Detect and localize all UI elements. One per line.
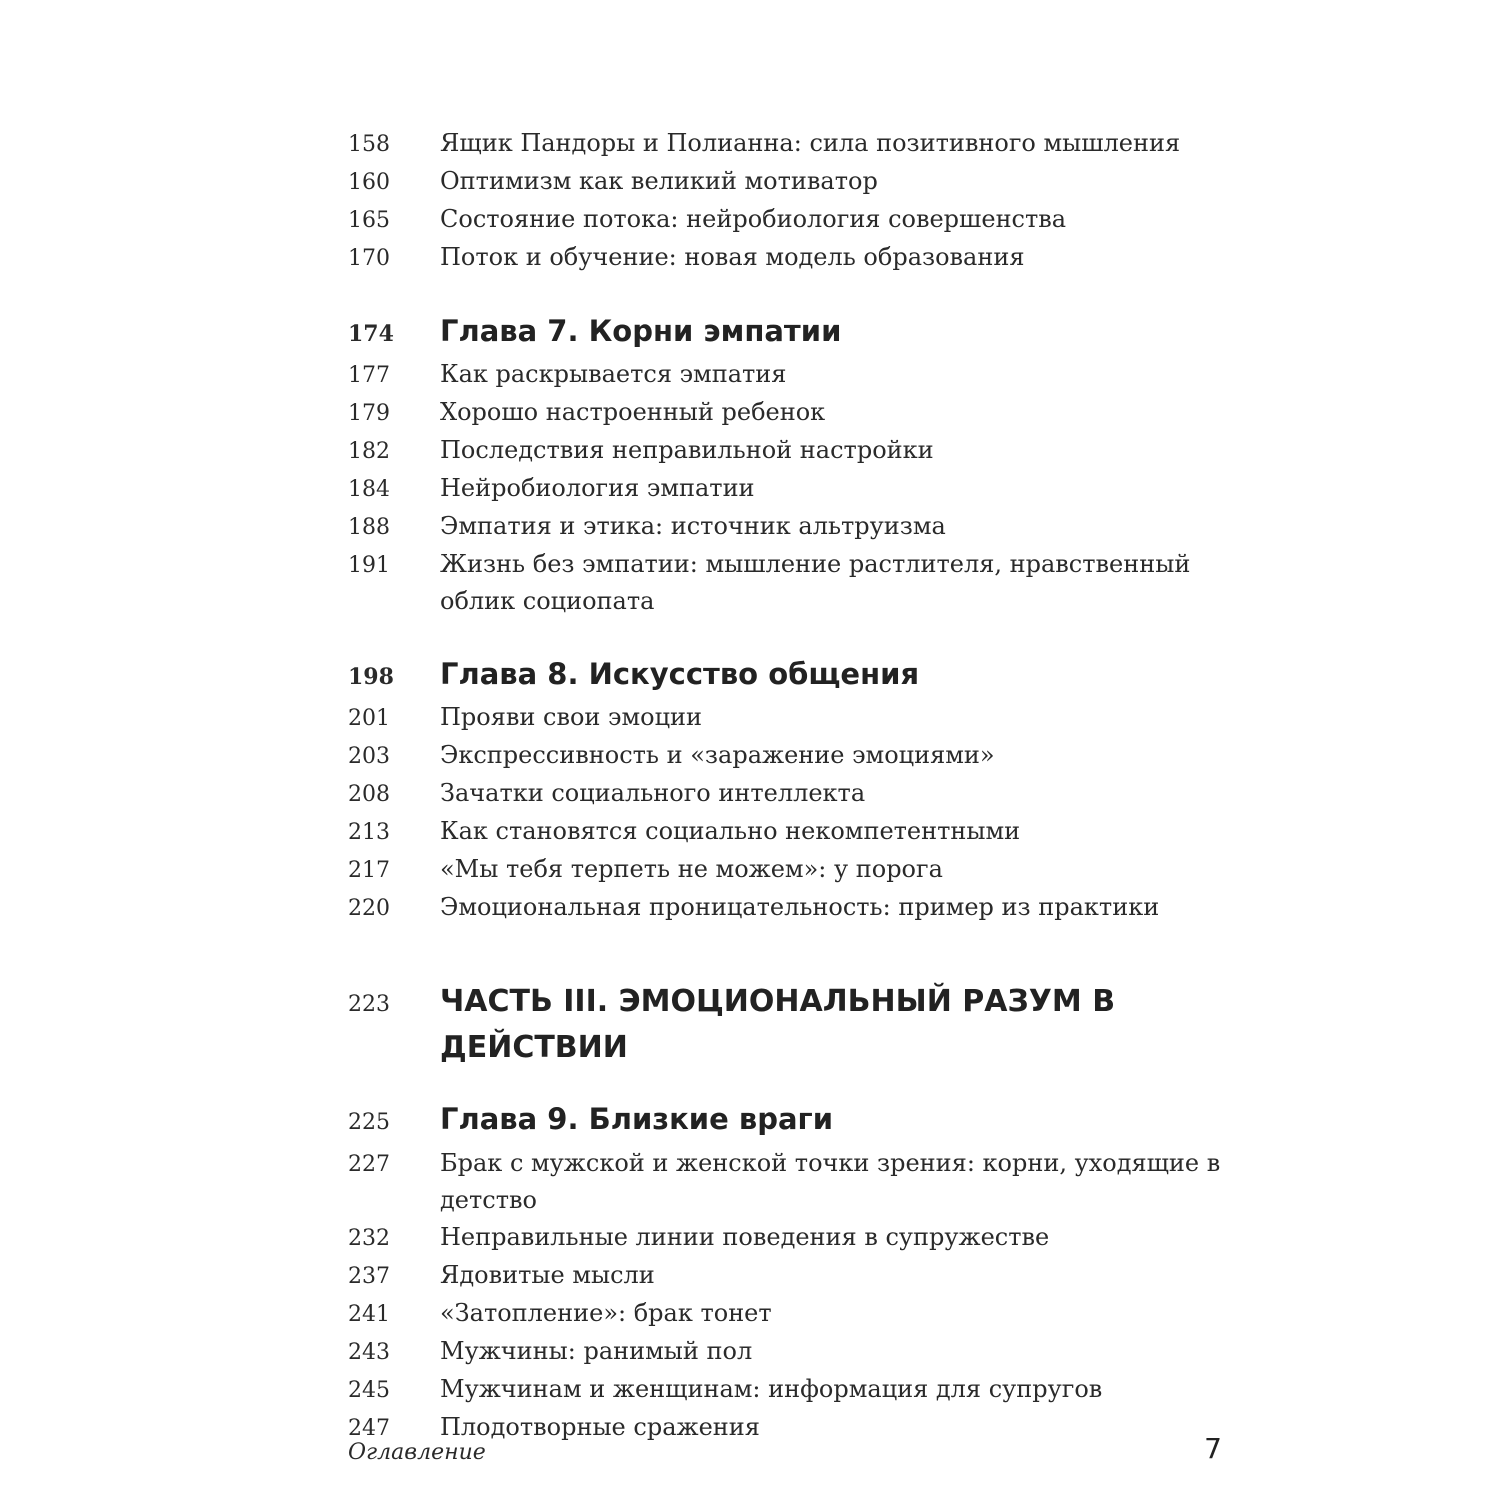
toc-section-chapter-8 xyxy=(348,699,1228,927)
toc-entry-title: Мужчинам и женщинам: информация для супругов xyxy=(440,1375,1103,1403)
toc-entry[interactable] xyxy=(348,1295,1228,1333)
toc-entry[interactable] xyxy=(348,1371,1228,1409)
page-number: 7 xyxy=(1204,1432,1222,1465)
toc-entry-title: Хорошо настроенный ребенок xyxy=(440,398,826,426)
toc-entry[interactable] xyxy=(348,1219,1228,1257)
toc-chapter-8-heading[interactable] xyxy=(348,652,1228,699)
toc-section-chapter-6-continued xyxy=(348,125,1228,277)
toc-entry-title: Эмпатия и этика: источник альтруизма xyxy=(440,512,946,540)
toc-entry-title: Последствия неправильной настройки xyxy=(440,436,934,464)
toc-part-title: ЧАСТЬ III. ЭМОЦИОНАЛЬНЫЙ РАЗУМ В ДЕЙСТВИИ xyxy=(440,984,1116,1065)
toc-page-number: 243 xyxy=(348,1340,390,1365)
toc-page-number: 174 xyxy=(348,321,394,347)
toc-entry[interactable] xyxy=(348,813,1228,851)
toc-entry[interactable] xyxy=(348,239,1228,277)
toc-page-number: 217 xyxy=(348,858,390,883)
toc-entry[interactable] xyxy=(348,163,1228,201)
toc-page-number: 237 xyxy=(348,1264,390,1289)
toc-entry-title: Поток и обучение: новая модель образования xyxy=(440,243,1025,271)
toc-entry[interactable] xyxy=(348,889,1228,927)
toc-page-number: 160 xyxy=(348,170,390,195)
toc-page-number: 225 xyxy=(348,1110,390,1135)
toc-entry-title: Эмоциональная проницательность: пример из практики xyxy=(440,893,1160,921)
toc-page-number: 203 xyxy=(348,744,390,769)
toc-page-number: 232 xyxy=(348,1226,390,1251)
toc-entry-title: Экспрессивность и «заражение эмоциями» xyxy=(440,741,995,769)
toc-entry[interactable] xyxy=(348,1257,1228,1295)
toc-entry-title: Брак с мужской и женской точки зрения: корни, уходящие в детство xyxy=(440,1149,1221,1214)
toc-page-number: 245 xyxy=(348,1378,390,1403)
toc-part-3-heading[interactable] xyxy=(348,979,1228,1071)
toc-section-chapter-7 xyxy=(348,356,1228,620)
toc-entry-title: Неправильные линии поведения в супружестве xyxy=(440,1223,1050,1251)
toc-entry[interactable] xyxy=(348,432,1228,470)
toc-page-number: 191 xyxy=(348,553,390,578)
toc-entry[interactable] xyxy=(348,1145,1228,1219)
toc-chapter-title: Глава 8. Искусство общения xyxy=(440,657,920,691)
toc-page-number: 177 xyxy=(348,363,390,388)
toc-entry-title: Плодотворные сражения xyxy=(440,1413,760,1441)
running-footer-label: Оглавление xyxy=(348,1440,486,1465)
toc-page-number: 182 xyxy=(348,439,390,464)
toc-page-number: 179 xyxy=(348,401,390,426)
toc-entry[interactable] xyxy=(348,775,1228,813)
toc-entry-title: Оптимизм как великий мотиватор xyxy=(440,167,878,195)
toc-chapter-title: Глава 7. Корни эмпатии xyxy=(440,314,842,348)
toc-page-number: 213 xyxy=(348,820,390,845)
toc-entry[interactable] xyxy=(348,546,1228,620)
toc-page-number: 223 xyxy=(348,992,390,1017)
toc-page-number: 184 xyxy=(348,477,390,502)
toc-entry-title: Ядовитые мысли xyxy=(440,1261,655,1289)
table-of-contents xyxy=(348,125,1228,1447)
toc-chapter-7-heading[interactable] xyxy=(348,309,1228,356)
toc-entry-title: Зачатки социального интеллекта xyxy=(440,779,866,807)
toc-entry-title: Как становятся социально некомпетентными xyxy=(440,817,1021,845)
toc-entry[interactable] xyxy=(348,201,1228,239)
toc-page-number: 198 xyxy=(348,664,394,690)
toc-entry-title: Мужчины: ранимый пол xyxy=(440,1337,753,1365)
toc-entry[interactable] xyxy=(348,737,1228,775)
toc-entry-title: Ящик Пандоры и Полианна: сила позитивного мышления xyxy=(440,129,1181,157)
toc-page-number: 201 xyxy=(348,706,390,731)
toc-page-number: 247 xyxy=(348,1416,390,1441)
toc-page-number: 158 xyxy=(348,132,390,157)
toc-entry-title: Прояви свои эмоции xyxy=(440,703,703,731)
toc-page-number: 220 xyxy=(348,896,390,921)
toc-page-number: 208 xyxy=(348,782,390,807)
toc-entry-title: Состояние потока: нейробиология совершенства xyxy=(440,205,1067,233)
toc-entry[interactable] xyxy=(348,125,1228,163)
toc-page-number: 165 xyxy=(348,208,390,233)
toc-entry-title: «Мы тебя терпеть не можем»: у порога xyxy=(440,855,943,883)
toc-page-number: 188 xyxy=(348,515,390,540)
toc-entry-title: Нейробиология эмпатии xyxy=(440,474,755,502)
toc-chapter-9-heading[interactable] xyxy=(348,1097,1228,1145)
toc-section-chapter-9 xyxy=(348,1145,1228,1447)
toc-page-number: 227 xyxy=(348,1152,390,1177)
toc-chapter-title: Глава 9. Близкие враги xyxy=(440,1102,834,1136)
toc-entry-title: Жизнь без эмпатии: мышление растлителя, нравственный облик социопата xyxy=(440,550,1191,615)
toc-entry-title: «Затопление»: брак тонет xyxy=(440,1299,772,1327)
toc-page-number: 241 xyxy=(348,1302,390,1327)
toc-entry[interactable] xyxy=(348,699,1228,737)
toc-entry-title: Как раскрывается эмпатия xyxy=(440,360,787,388)
toc-entry[interactable] xyxy=(348,508,1228,546)
toc-entry[interactable] xyxy=(348,394,1228,432)
toc-entry[interactable] xyxy=(348,851,1228,889)
toc-entry[interactable] xyxy=(348,356,1228,394)
toc-entry[interactable] xyxy=(348,1333,1228,1371)
toc-page-number: 170 xyxy=(348,246,390,271)
toc-entry[interactable] xyxy=(348,470,1228,508)
